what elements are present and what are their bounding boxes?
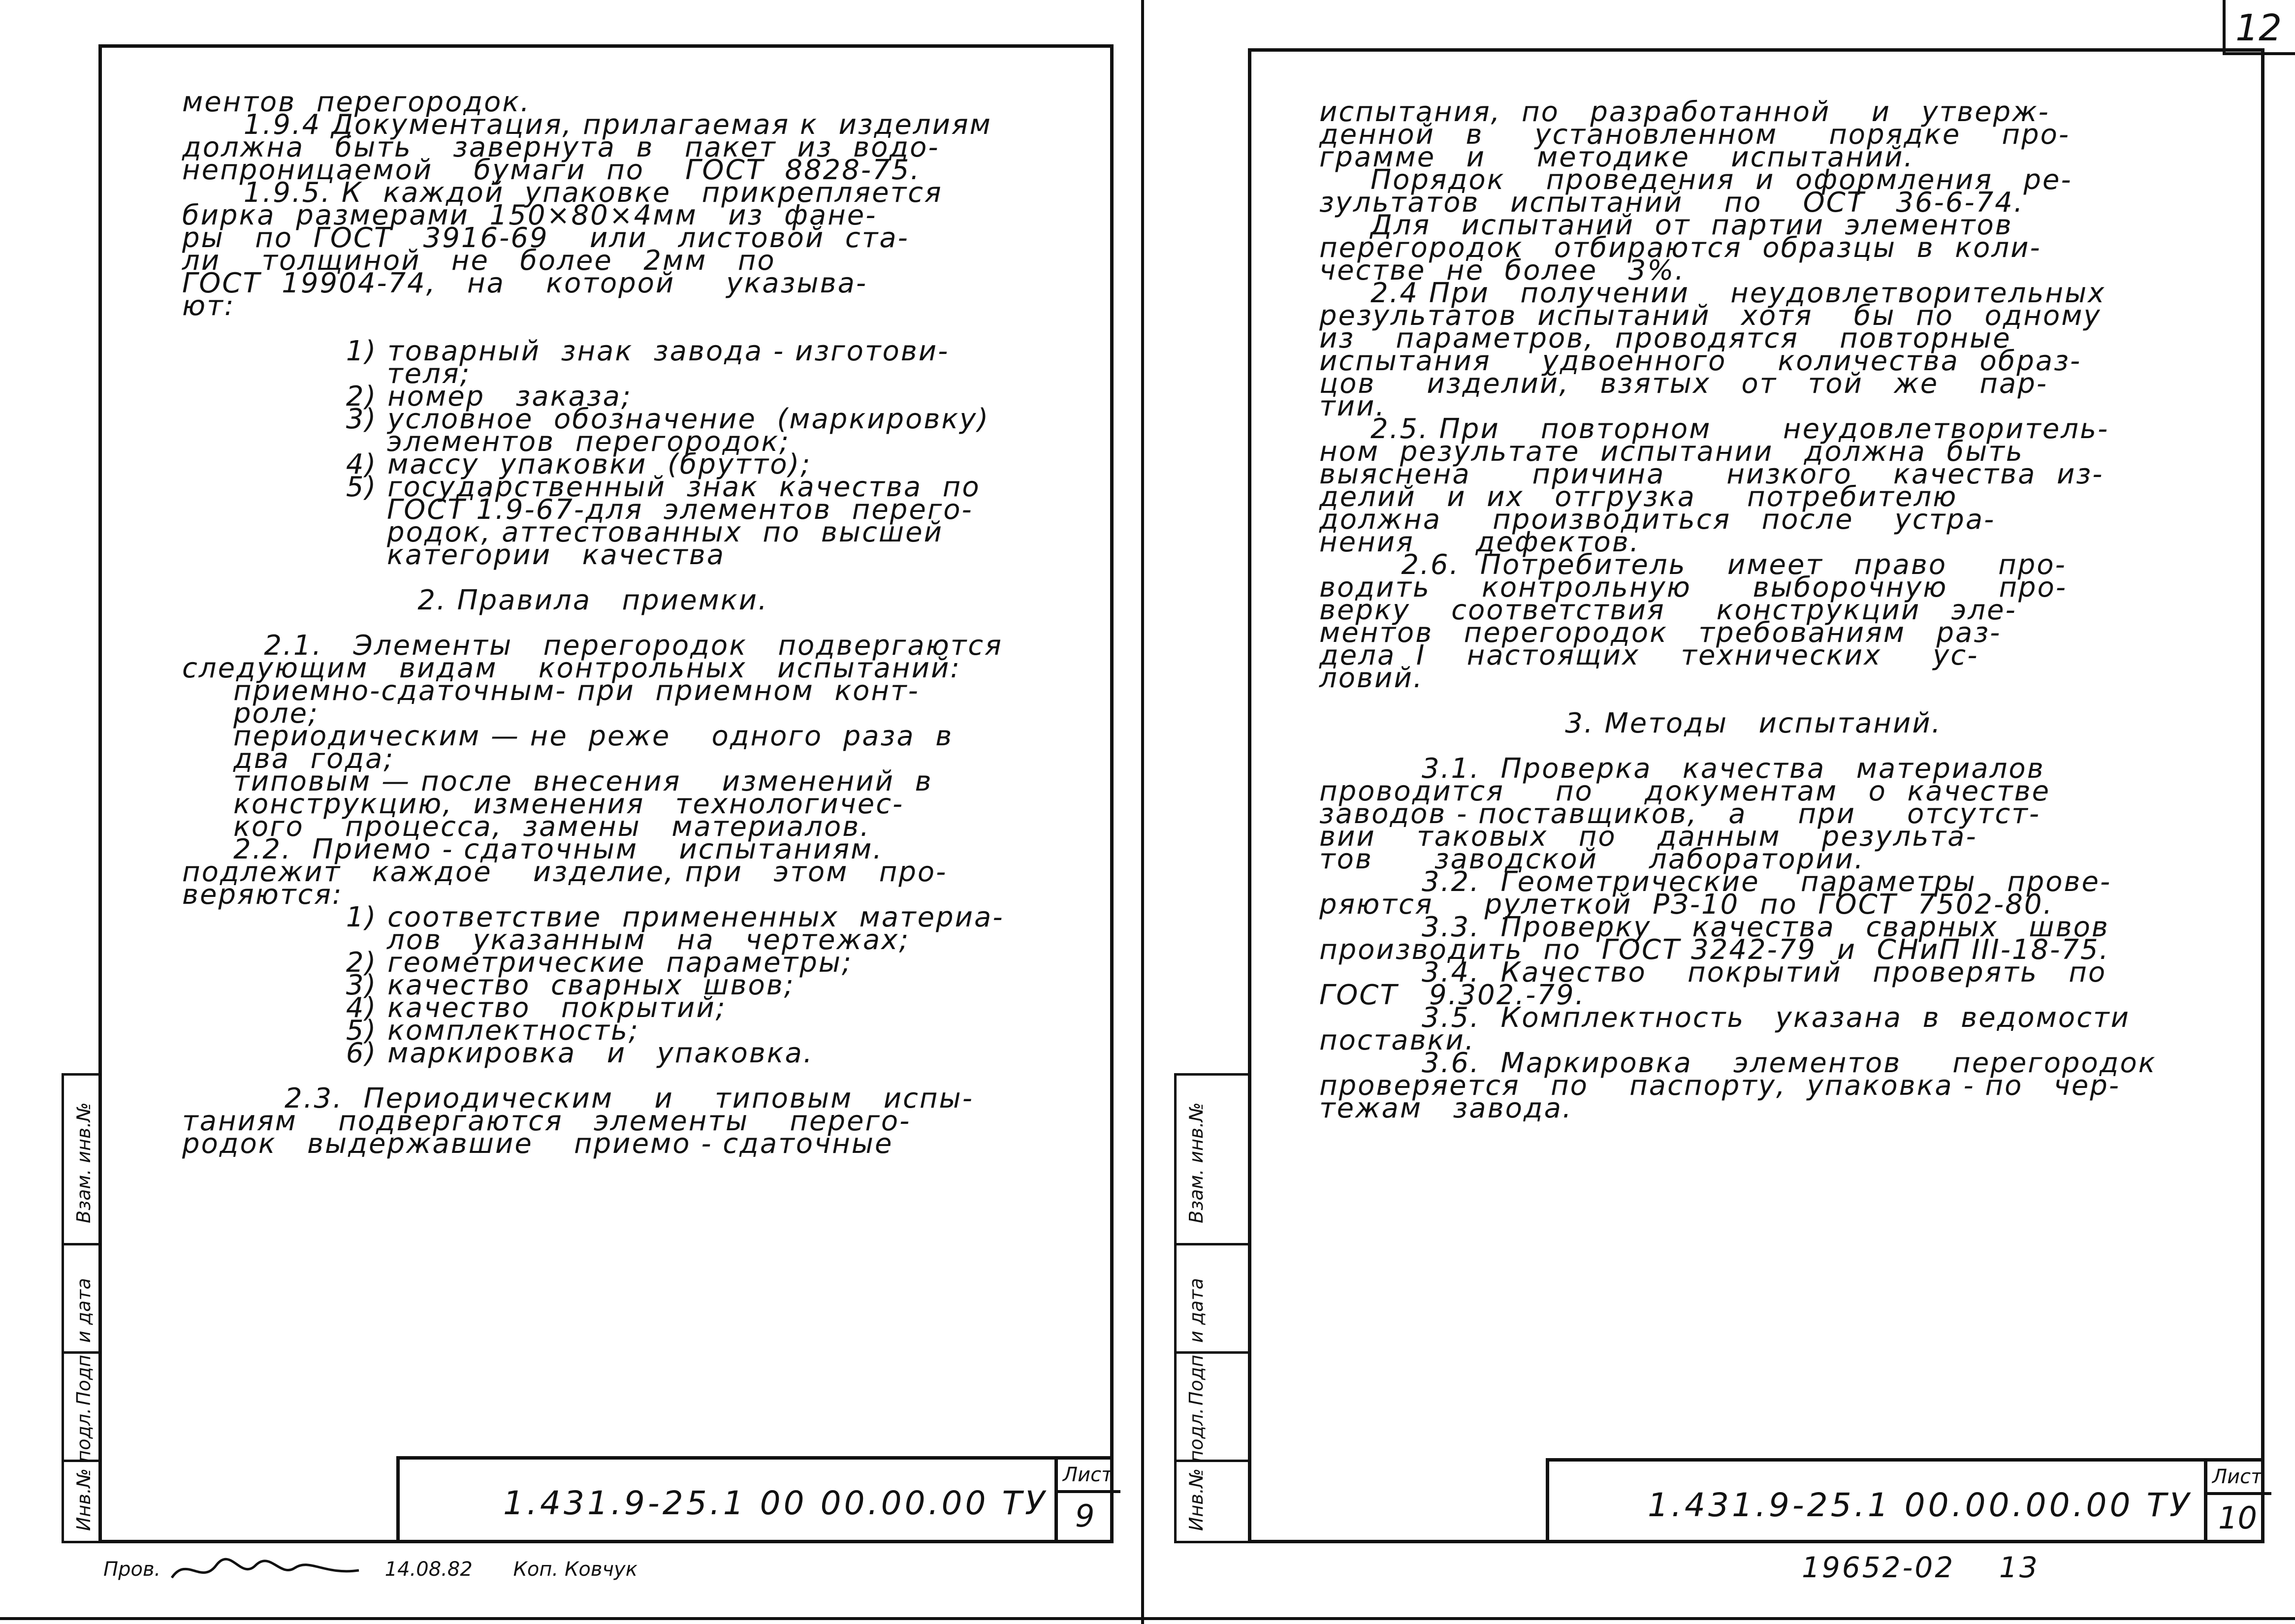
- line: 2.4 При получении неудовлетворительных: [1319, 277, 2106, 309]
- line: 2) номер заказа;: [182, 381, 632, 413]
- line: грамме и методике испытаний.: [1319, 141, 1914, 173]
- copy-note: Коп. Ковчук: [513, 1558, 638, 1581]
- left-side-stamp: [62, 1073, 102, 1543]
- line: верку соответствия конструкции эле-: [1319, 594, 2017, 626]
- left-title-block: [396, 1456, 1114, 1543]
- side-label-inv-podl: Инв.№ подл.: [1185, 1407, 1207, 1531]
- right-sheet-label: Лист: [2212, 1465, 2263, 1488]
- line: конструкцию, изменения технологичес-: [182, 788, 904, 820]
- line: 6) маркировка и упаковка.: [182, 1037, 814, 1069]
- left-document-code: 1.431.9-25.1 00 00.00.00 ТУ: [503, 1484, 1048, 1522]
- line: проводится по документам о качестве: [1319, 775, 2051, 807]
- line: 2.6. Потребитель имеет право про-: [1319, 549, 2067, 581]
- line: веряются:: [182, 879, 343, 911]
- line: тии.: [1319, 390, 1386, 422]
- section-heading: 3. Методы испытаний.: [1319, 707, 1942, 739]
- line: 2.3. Периодическим и типовым испы-: [182, 1083, 974, 1115]
- line: 4) качество покрытий;: [182, 992, 727, 1024]
- line: перегородок отбираются образцы в коли-: [1319, 232, 2041, 264]
- line: тежам завода.: [1319, 1092, 1573, 1124]
- line: ры по ГОСТ 3916-69 или листовой ста-: [182, 222, 909, 254]
- line: Порядок проведения и оформления ре-: [1319, 164, 2072, 196]
- line: бирка размерами 150×80×4мм из фане-: [182, 199, 877, 231]
- right-title-block: [1546, 1458, 2264, 1543]
- line: непроницаемой бумаги по ГОСТ 8828-75.: [182, 154, 921, 186]
- side-label-podp-data: Подп. и дата: [1185, 1278, 1207, 1405]
- line: лов указанным на чертежах;: [182, 924, 910, 956]
- line: результатов испытаний хотя бы по одному: [1319, 300, 2102, 332]
- line: делий и их отгрузка потребителю: [1319, 481, 1958, 513]
- line: родок выдержавшие приемо - сдаточные: [182, 1128, 893, 1160]
- line: 5) комплектность;: [182, 1015, 639, 1047]
- line: испытания, по разработанной и утверж-: [1319, 96, 2050, 128]
- line: подлежит каждое изделие, при этом про-: [182, 856, 948, 888]
- line: ряются рулеткой РЗ-10 по ГОСТ 7502-80.: [1319, 889, 2054, 921]
- line: типовым — после внесения изменений в: [182, 765, 933, 797]
- line: ли толщиной не более 2мм по: [182, 245, 776, 277]
- line: 3.1. Проверка качества материалов: [1319, 753, 2045, 785]
- line: кого процесса, замены материалов.: [182, 811, 871, 843]
- corner-number-box: [2223, 0, 2295, 55]
- left-sheet-cell: [1054, 1460, 1117, 1540]
- prov-date: 14.08.82: [384, 1558, 473, 1581]
- line: должна производиться после устра-: [1319, 504, 1996, 536]
- line: категории качества: [182, 539, 726, 571]
- left-bottom-note: [103, 1551, 638, 1590]
- line: элементов перегородок;: [182, 426, 791, 458]
- right-page-text: [1319, 96, 2157, 1124]
- right-side-stamp: [1174, 1073, 1251, 1543]
- line: денной в установленном порядке про-: [1319, 119, 2071, 151]
- line: проверяется по паспорту, упаковка - по чер-: [1319, 1070, 2121, 1102]
- side-label-inv-podl: Инв.№ подл.: [73, 1407, 95, 1531]
- side-label-vzam-inv: Взам. инв.№: [73, 1102, 95, 1223]
- line: нения дефектов.: [1319, 526, 1640, 558]
- signature-icon: [167, 1551, 364, 1590]
- line: 2.1. Элементы перегородок подвергаются: [182, 630, 1003, 662]
- line: из параметров, проводятся повторные: [1319, 322, 2011, 354]
- line: выяснена причина низкого качества из-: [1319, 458, 2104, 490]
- line: поставки.: [1319, 1024, 1475, 1056]
- line: два года;: [182, 743, 395, 775]
- line: роле;: [182, 698, 319, 730]
- line: вии таковых по данным результа-: [1319, 821, 1977, 853]
- side-label-podp-data: Подп. и дата: [73, 1278, 95, 1405]
- line: 3.2. Геометрические параметры прове-: [1319, 866, 2112, 898]
- line: 2.5. При повторном неудовлетворитель-: [1319, 413, 2109, 445]
- line: производить по ГОСТ 3242-79 и СНиП III-18-75.: [1319, 934, 2110, 966]
- line: 3.5. Комплектность указана в ведомости: [1319, 1002, 2130, 1034]
- line: 1.9.5. К каждой упаковке прикрепляется: [182, 177, 943, 209]
- line: ГОСТ 1.9-67-для элементов перего-: [182, 494, 973, 526]
- line: честве не более 3%.: [1319, 255, 1686, 287]
- line: испытания удвоенного количества образ-: [1319, 345, 2082, 377]
- line: 3.4. Качество покрытий проверять по: [1319, 956, 2107, 988]
- line: Для испытаний от партии элементов: [1319, 209, 2013, 241]
- bottom-edge: [0, 1617, 2295, 1620]
- line: 3.3. Проверку качества сварных швов: [1319, 911, 2109, 943]
- prov-label: Пров.: [103, 1558, 161, 1581]
- line: ГОСТ 19904-74, на которой указыва-: [182, 267, 868, 299]
- line: 3) условное обозначение (маркировку): [182, 403, 990, 435]
- left-sheet-number: 9: [1075, 1498, 1095, 1534]
- line: 1) соответствие примененных материа-: [182, 901, 1004, 933]
- line: 5) государственный знак качества по: [182, 471, 981, 503]
- line: ном результате испытании должна быть: [1319, 436, 2024, 468]
- line: 3) качество сварных швов;: [182, 969, 795, 1001]
- line: заводов - поставщиков, а при отсутст-: [1319, 798, 2041, 830]
- line: теля;: [182, 358, 471, 390]
- line: ют:: [182, 290, 235, 322]
- line: таниям подвергаются элементы перего-: [182, 1105, 911, 1137]
- line: 1) товарный знак завода - изготови-: [182, 335, 950, 367]
- section-heading: 2. Правила приемки.: [182, 584, 768, 616]
- line: тов заводской лаборатории.: [1319, 843, 1865, 875]
- line: дела I настоящих технических ус-: [1319, 639, 1979, 671]
- line: водить контрольную выборочную про-: [1319, 572, 2068, 604]
- right-sheet-number: 10: [2218, 1500, 2257, 1536]
- line: следующим видам контрольных испытаний:: [182, 652, 961, 684]
- line: родок, аттестованных по высшей: [182, 516, 943, 548]
- left-sheet-label: Лист: [1063, 1464, 1113, 1486]
- page-divider: [1141, 0, 1144, 1624]
- line: приемно-сдаточным- при приемном конт-: [182, 675, 920, 707]
- line: ловий.: [1319, 662, 1424, 694]
- line: 2) геометрические параметры;: [182, 947, 853, 979]
- right-bottom-code: 19652-02 13: [1802, 1551, 2040, 1584]
- line: ментов перегородок требованиям раз-: [1319, 617, 2002, 649]
- left-page-text: [182, 86, 1004, 1160]
- line: 1.9.4 Документация, прилагаемая к изделиям: [182, 109, 992, 141]
- side-label-vzam-inv: Взам. инв.№: [1185, 1102, 1207, 1223]
- line: должна быть завернута в пакет из водо-: [182, 131, 940, 163]
- right-sheet-cell: [2204, 1462, 2268, 1540]
- line: ментов перегородок.: [182, 86, 531, 118]
- right-document-code: 1.431.9-25.1 00.00.00.00 ТУ: [1648, 1486, 2193, 1524]
- line: ГОСТ 9.302.-79.: [1319, 979, 1586, 1011]
- line: периодическим — не реже одного раза в: [182, 720, 954, 752]
- line: зультатов испытаний по ОСТ 36-6-74.: [1319, 187, 2024, 219]
- line: цов изделий, взятых от той же пар-: [1319, 368, 2048, 400]
- line: 4) массу упаковки (брутто);: [182, 448, 812, 480]
- line: 2.2. Приемо - сдаточным испытаниям.: [182, 833, 884, 865]
- corner-number: 12: [2235, 7, 2282, 49]
- line: 3.6. Маркировка элементов перегородок: [1319, 1047, 2157, 1079]
